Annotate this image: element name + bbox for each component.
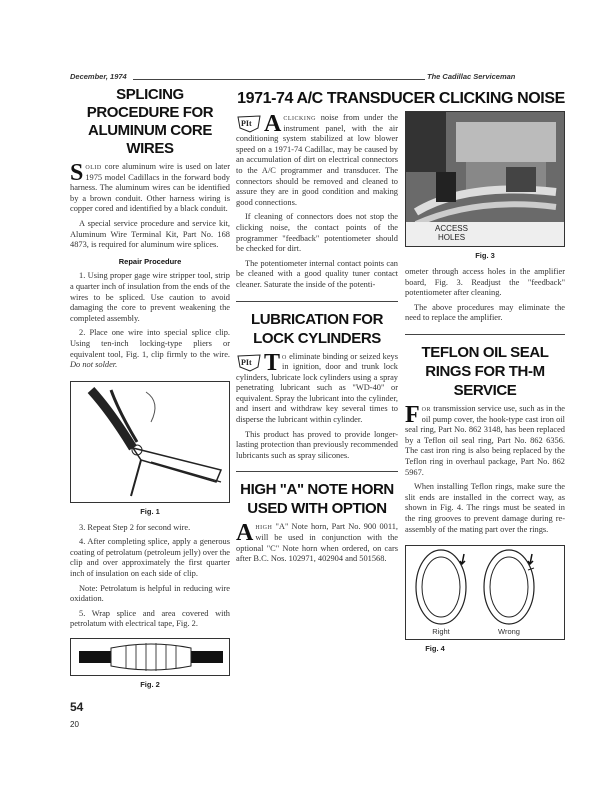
lubrication-article — [236, 349, 398, 466]
paragraph: "A" Note horn, Part No. 900 0011, will be used in conjunction with the optional "C" Note horn when ordered, on cars after B.C. Nos. 102971, 402904 and 501568. — [236, 522, 398, 564]
paragraph: ometer through access holes in the amplifier board, Fig. 3. Readjust the "feedback" potentiometer after cleaning. — [405, 267, 565, 298]
paragraph: The potentiometer internal contact points can be cleaned with a good quality tuner contact cleaner. Saturate the inside of the potenti- — [236, 258, 398, 289]
section-divider — [236, 471, 398, 472]
header-rule — [133, 79, 425, 80]
figure-3-caption: Fig. 3 — [475, 251, 495, 260]
taped-splice-illustration — [71, 639, 229, 675]
issue-date: December, 1974 — [70, 72, 127, 81]
left-column — [70, 86, 230, 730]
figure-4-caption: Fig. 4 — [425, 644, 445, 654]
step: 1. Using proper gage wire stripper tool, strip a quarter inch of insulation from the ends of the wires to be spliced. Use caution to avoid damaging the core to prevent weakening the completed assembly. — [70, 271, 230, 323]
step: 4. After completing splice, apply a generous coating of petrolatum (petroleum jelly) over the clip and over approximately the first quarter inch of insulation on each side of clip. — [70, 537, 231, 579]
teflon-article — [405, 401, 565, 539]
step: 2. Place one wire into special splice clip. Using ten-inch locking-type pliers or equivalent tool, Fig. 1, clip firmly to the wire. Do not solder. — [70, 328, 230, 370]
right-column — [405, 111, 565, 660]
lubrication-title: LUBRICATION FOR LOCK CYLINDERS — [250, 310, 384, 347]
transducer-article — [236, 113, 398, 295]
splicing-title: SPLICING PROCEDURE FOR ALUMINUM CORE WIRES — [86, 86, 214, 157]
splicing-article — [70, 162, 230, 375]
figure-1-caption: Fig. 1 — [140, 506, 160, 516]
paragraph: This product has proved to provide longer-lasting protection than previously recommended lubricants such as spray silicones. — [236, 429, 398, 460]
horn-title: HIGH "A" NOTE HORN USED WITH OPTION — [240, 481, 394, 518]
paragraph: If cleaning of connectors does not stop the clicking noise, the contact points of the programmer "feedback" potentiometer should be checked for dirt. — [236, 212, 398, 254]
paragraph: core aluminum wire is used on later 1975 model Cadillacs in the forward body harness. The aluminum wires can be identified by a brown conduit. Other harness wiring is copper cored and identified by a black conduit. — [70, 162, 230, 214]
drop-cap: F — [405, 401, 420, 428]
section-divider — [236, 301, 398, 302]
middle-column — [236, 113, 398, 569]
svg-text:PIt: PIt — [241, 119, 252, 128]
note: Note: Petrolatum is helpful in reducing wire oxidation. — [70, 583, 230, 604]
seal-rings-illustration — [406, 546, 564, 626]
paragraph: eliminate binding or seized keys in ignition, door and trunk lock cylinders, lubricate lock cylinders using a spray penetrating lubricant such as "WD-40" or equivalent. Spray the lubricant into the cylinder, and insert and withdraw key several times to disperse the lubricant within cylinder. — [236, 351, 398, 425]
figure-3-photo — [405, 111, 565, 247]
pit-logo-icon — [236, 114, 262, 134]
transducer-article-continued — [405, 267, 565, 328]
publication-name: The Cadillac Serviceman — [427, 72, 516, 81]
horn-article — [236, 522, 398, 568]
lead-word: o — [282, 351, 287, 361]
section-divider — [405, 334, 565, 335]
drop-cap: A — [236, 520, 254, 547]
pit-logo-icon — [236, 353, 262, 373]
drop-cap: S — [70, 160, 84, 186]
step: 3. Repeat Step 2 for second wire. — [79, 522, 191, 532]
paragraph: A special service procedure and service kit, Aluminum Wire Terminal Kit, Part No. 168 4873, is required for aluminum wire splices. — [70, 218, 230, 250]
access-holes-label: ACCESS HOLES — [435, 224, 468, 242]
drop-cap: A — [264, 111, 282, 137]
svg-text:PIt: PIt — [241, 357, 252, 367]
lead-word: olid — [85, 162, 102, 171]
paragraph: The above procedures may eliminate the need to replace the amplifier. — [405, 302, 565, 323]
figure-4-rings — [405, 545, 565, 640]
figure-1-pliers — [70, 381, 230, 503]
wrong-label: Wrong — [498, 627, 520, 637]
splicing-steps-continued — [70, 523, 230, 634]
paragraph: noise from under the instrument panel, with the air conditioning system stabilized at low blower speed on a 1971-74 Cadillac, may be caused by an accumulation of dirt on electrical connectors to the A/C programmer and transducer. The connectors should be removed and cleaned to assure they are in good condition and making good connections. — [236, 113, 398, 207]
figure-2-caption: Fig. 2 — [140, 680, 160, 690]
drop-cap: T — [264, 349, 281, 376]
lead-word: or — [421, 403, 432, 413]
transducer-title: 1971-74 A/C TRANSDUCER CLICKING NOISE — [237, 90, 565, 107]
paragraph: When installing Teflon rings, make sure the slit ends are installed in the correct way, as shown in Fig. 4. The rings must be seated in the ring grooves to prevent damage during re-assembly of the mating part over the rings. — [405, 482, 565, 534]
sheet-number: 20 — [70, 720, 79, 730]
lead-word: high — [255, 522, 273, 532]
step: 5. Wrap splice and area covered with petrolatum with electrical tape, Fig. 2. — [70, 608, 230, 629]
lead-word: clicking — [283, 113, 317, 122]
subheading: Repair Procedure — [118, 256, 182, 266]
pliers-illustration — [71, 382, 229, 502]
figure-2-splice — [70, 638, 230, 676]
paragraph: transmission service use, such as in the oil pump cover, the hook-type cast iron oil seal ring, Part No. 862 3148, has been replaced by a Teflon oil seal ring, Part No. 862 6356. The cast iron ring is also being replaced by the Teflon ring in overhaul package, Part No. 862 5967. — [405, 403, 565, 477]
teflon-title: TEFLON OIL SEAL RINGS FOR TH-M SERVICE — [421, 343, 549, 399]
magazine-page-number: 54 — [70, 700, 84, 715]
right-label: Right — [432, 627, 450, 637]
